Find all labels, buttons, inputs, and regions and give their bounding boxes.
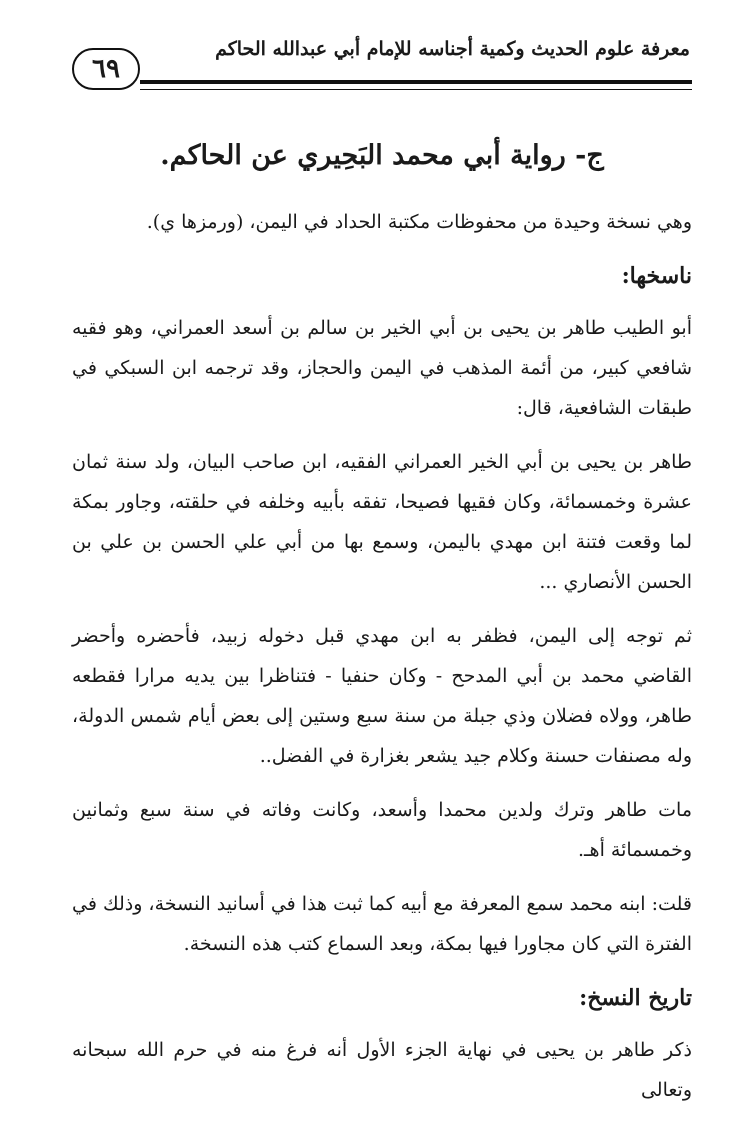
- section-title: ج- رواية أبي محمد البَحِيري عن الحاكم.: [160, 140, 604, 171]
- paragraph-copyist: أبو الطيب طاهر بن يحيى بن أبي الخير بن سالم بن أسعد العمراني، وهو فقيه شافعي كبير، من أئمة المذهب في اليمن والحجاز، وقد ترجمه ابن السبكي في طبقات الشافعية، قال:: [72, 317, 692, 419]
- page-body: [72, 124, 692, 1124]
- paragraph-death: مات طاهر وترك ولدين محمدا وأسعد، وكانت وفاته في سنة سبع وثمانين وخمسمائة أهـ.: [72, 799, 692, 861]
- paragraph-note: قلت: ابنه محمد سمع المعرفة مع أبيه كما ثبت هذا في أسانيد النسخة، وذلك في الفترة التي كان مجاورا فيها بمكة، وبعد السماع كتب هذه النسخة.: [72, 893, 692, 955]
- paragraph-yemen: ثم توجه إلى اليمن، فظفر به ابن مهدي قبل دخوله زبيد، فأحضره وأحضر القاضي محمد بن أبي المدحح - وكان حنفيا - فتناظرا بين يديه مرارا فقطعه طاهر، وولاه فضلان وذي جبلة من سنة سبع وستين إلى بعض أيام شمس الدولة، وله مصنفات حسنة وكلام جيد يشعر بغزارة في الفضل..: [72, 625, 692, 767]
- page-number: ٦٩: [72, 48, 140, 90]
- copyist-heading: ناسخها:: [621, 263, 692, 289]
- paragraph-biography: طاهر بن يحيى بن أبي الخير العمراني الفقيه، ابن صاحب البيان، ولد سنة ثمان عشرة وخمسمائة، وكان فقيها فصيحا، تفقه بأبيه وخلفه في حلقته، وجاور بمكة لما وقعت فتنة ابن مهدي باليمن، وسمع بها من أبي علي الحسن بن علي بن الحسن الأنصاري ...: [72, 451, 692, 593]
- header-rule-thin: [140, 89, 692, 90]
- running-head-title: معرفة علوم الحديث وكمية أجناسه للإمام أبي عبدالله الحاكم: [215, 38, 690, 60]
- header-rule-thick: [140, 80, 692, 84]
- intro-paragraph: وهي نسخة وحيدة من محفوظات مكتبة الحداد في اليمن، (ورمزها ي).: [146, 211, 692, 233]
- paragraph-copy-date: ذكر طاهر بن يحيى في نهاية الجزء الأول أنه فرغ منه في حرم الله سبحانه وتعالى: [72, 1039, 692, 1101]
- copy-date-heading: تاريخ النسخ:: [579, 985, 692, 1011]
